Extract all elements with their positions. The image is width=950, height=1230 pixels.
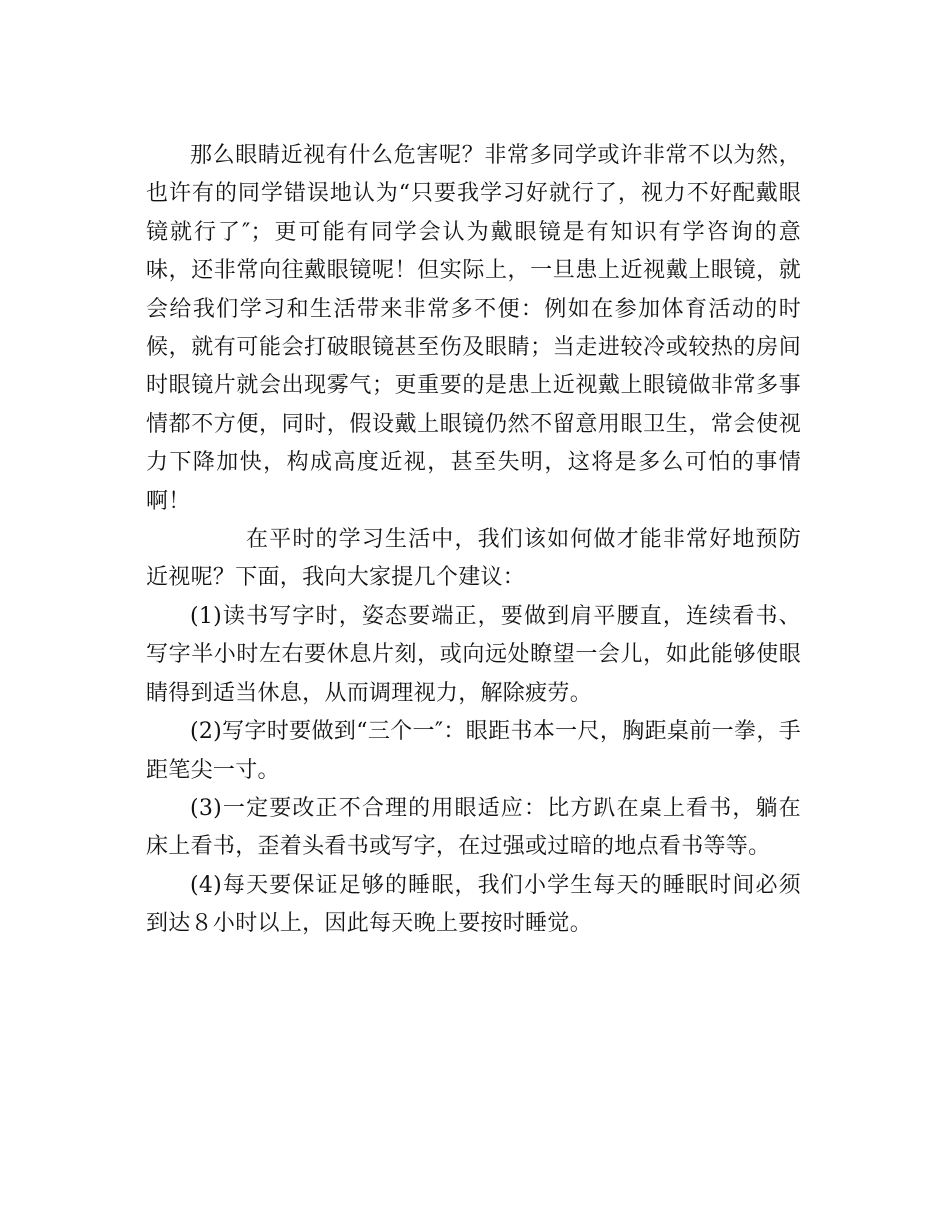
paragraph-suggestion-4: (4)每天要保证足够的睡眠，我们小学生每天的睡眠时间必须到达８小时以上，因此每天晚上要按时睡觉。 <box>146 872 801 937</box>
paragraph-suggestion-2: (2)写字时要做到“三个一″：眼距书本一尺，胸距桌前一拳，手距笔尖一寸。 <box>146 719 801 783</box>
document-body <box>146 137 801 944</box>
paragraph-suggestion-1: (1)读书写字时，姿态要端正，要做到肩平腰直，连续看书、写字半小时左右要休息片刻，或向远处瞭望一会儿，如此能够使眼睛得到适当休息，从而调理视力，解除疲劳。 <box>146 603 801 706</box>
paragraph-prevention-intro: 在平时的学习生活中，我们该如何做才能非常好地预防近视呢？下面，我向大家提几个建议： <box>146 527 801 591</box>
paragraph-myopia-harm: 那么眼睛近视有什么危害呢？非常多同学或许非常不以为然，也许有的同学错误地认为“只要我学习好就行了，视力不好配戴眼镜就行了″；更可能有同学会认为戴眼镜是有知识有学咨询的意味，还非常向往戴眼镜呢！但实际上，一旦患上近视戴上眼镜，就会给我们学习和生活带来非常多不便：例如在参加体育活动的时候，就有可能会打破眼镜甚至伤及眼睛；当走进较冷或较热的房间时眼镜片就会出现雾气；更重要的是患上近视戴上眼镜做非常多事情都不方便，同时，假设戴上眼镜仍然不留意用眼卫生，常会使视力下降加快，构成高度近视，甚至失明，这将是多么可怕的事情啊！ <box>146 143 801 514</box>
paragraph-suggestion-3: (3)一定要改正不合理的用眼适应：比方趴在桌上看书，躺在床上看书，歪着头看书或写字，在过强或过暗的地点看书等等。 <box>146 795 801 860</box>
